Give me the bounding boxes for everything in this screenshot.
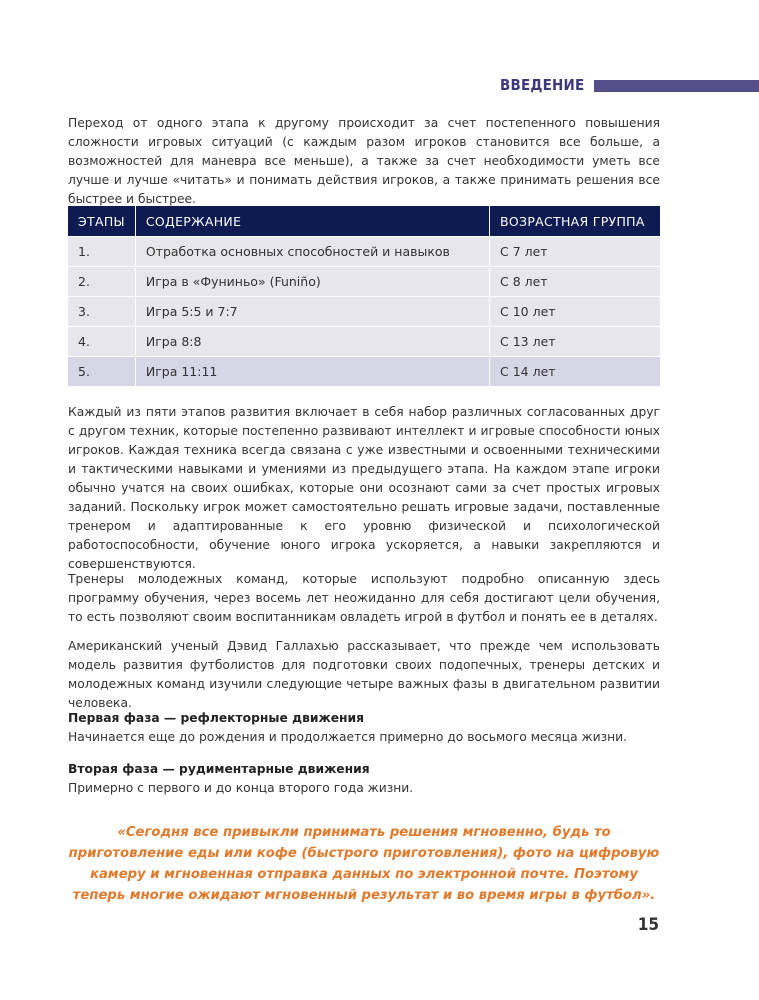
intro-paragraph: Переход от одного этапа к другому происходит за счет постепенного повышения сложности игровых ситуаций (с каждым разом игроков становится все больше, а возможностей для маневра все меньше), а также за счет необходимости уметь все лучше и лучше «читать» и понимать действия игроков, а также принимать решения все быстрее и быстрее. [68, 116, 660, 206]
pull-quote: «Сегодня все привыкли принимать решения мгновенно, будь то приготовление еды или кофе (быстрого приготовления), фото на цифровую камеру и мгновенная отправка данных по электронной почте. Поэтому теперь многие ожидают мгновенный результат и во время игры в футбол». [68, 825, 660, 903]
stage-age-cell: С 7 лет [490, 237, 661, 267]
phase-description: Примерно с первого и до конца второго года жизни. [68, 781, 414, 795]
phase-block [68, 709, 660, 747]
stage-content-cell: Игра в «Фуниньо» (Funiño) [135, 267, 489, 297]
page-number: 15 [637, 915, 659, 935]
table-header-row [68, 206, 660, 237]
stage-content-cell: Отработка основных способностей и навыков [135, 237, 489, 267]
column-header-content: СОДЕРЖАНИЕ [135, 206, 489, 237]
section-title: ВВЕДЕНИЕ [500, 76, 585, 94]
stage-content-cell: Игра 8:8 [135, 327, 489, 357]
stage-content-cell: Игра 5:5 и 7:7 [135, 297, 489, 327]
coaches-paragraph: Тренеры молодежных команд, которые используют подробно описанную здесь программу обучения, через восемь лет неожиданно для себя достигают цели обучения, то есть позволяют своим воспитанникам овладеть игрой в футбол и понять ее в деталях. [68, 572, 660, 624]
gallahue-paragraph: Американский ученый Дэвид Галлахью рассказывает, что прежде чем использовать модель развития футболистов для подготовки своих подопечных, тренеры детских и молодежных команд изучили следующие четыре важных фазы в двигательном развитии человека. [68, 639, 660, 710]
table-row [68, 237, 660, 267]
stage-age-cell: С 14 лет [490, 357, 661, 387]
stage-number-cell: 3. [68, 297, 135, 327]
stages-paragraph: Каждый из пяти этапов развития включает в себя набор различных согласованных друг с другом техник, которые постепенно развивают интеллект и игровые способности юных игроков. Каждая техника всегда связана с уже известными и освоенными техническими и тактическими навыками и умениями из предыдущего этапа. На каждом этапе игроки обычно учатся на своих ошибках, которые они осознают сами за счет простых игровых заданий. Поскольку игрок может самостоятельно решать игровые задачи, поставленные тренером и адаптированные к его уровню физической и психологической работоспособности, обучение юного игрока ускоряется, а навыки закрепляются и совершенствуются. [68, 405, 660, 571]
stages-table [68, 206, 660, 386]
stage-number-cell: 5. [68, 357, 135, 387]
stage-number-cell: 4. [68, 327, 135, 357]
table-row [68, 297, 660, 327]
phase-block [68, 760, 660, 798]
stage-content-cell: Игра 11:11 [135, 357, 489, 387]
stage-number-cell: 2. [68, 267, 135, 297]
table-row [68, 267, 660, 297]
phase-description: Начинается еще до рождения и продолжается примерно до восьмого месяца жизни. [68, 730, 628, 744]
stage-age-cell: С 10 лет [490, 297, 661, 327]
phase-title: Вторая фаза — рудиментарные движения [68, 762, 370, 776]
column-header-stages: ЭТАПЫ [68, 206, 135, 237]
column-header-age-group: ВОЗРАСТНАЯ ГРУППА [490, 206, 661, 237]
stage-age-cell: С 8 лет [490, 267, 661, 297]
stage-number-cell: 1. [68, 237, 135, 267]
table-row [68, 357, 660, 387]
phase-title: Первая фаза — рефлекторные движения [68, 711, 365, 725]
section-title-accent-bar [594, 80, 759, 92]
stage-age-cell: С 13 лет [490, 327, 661, 357]
table-row [68, 327, 660, 357]
